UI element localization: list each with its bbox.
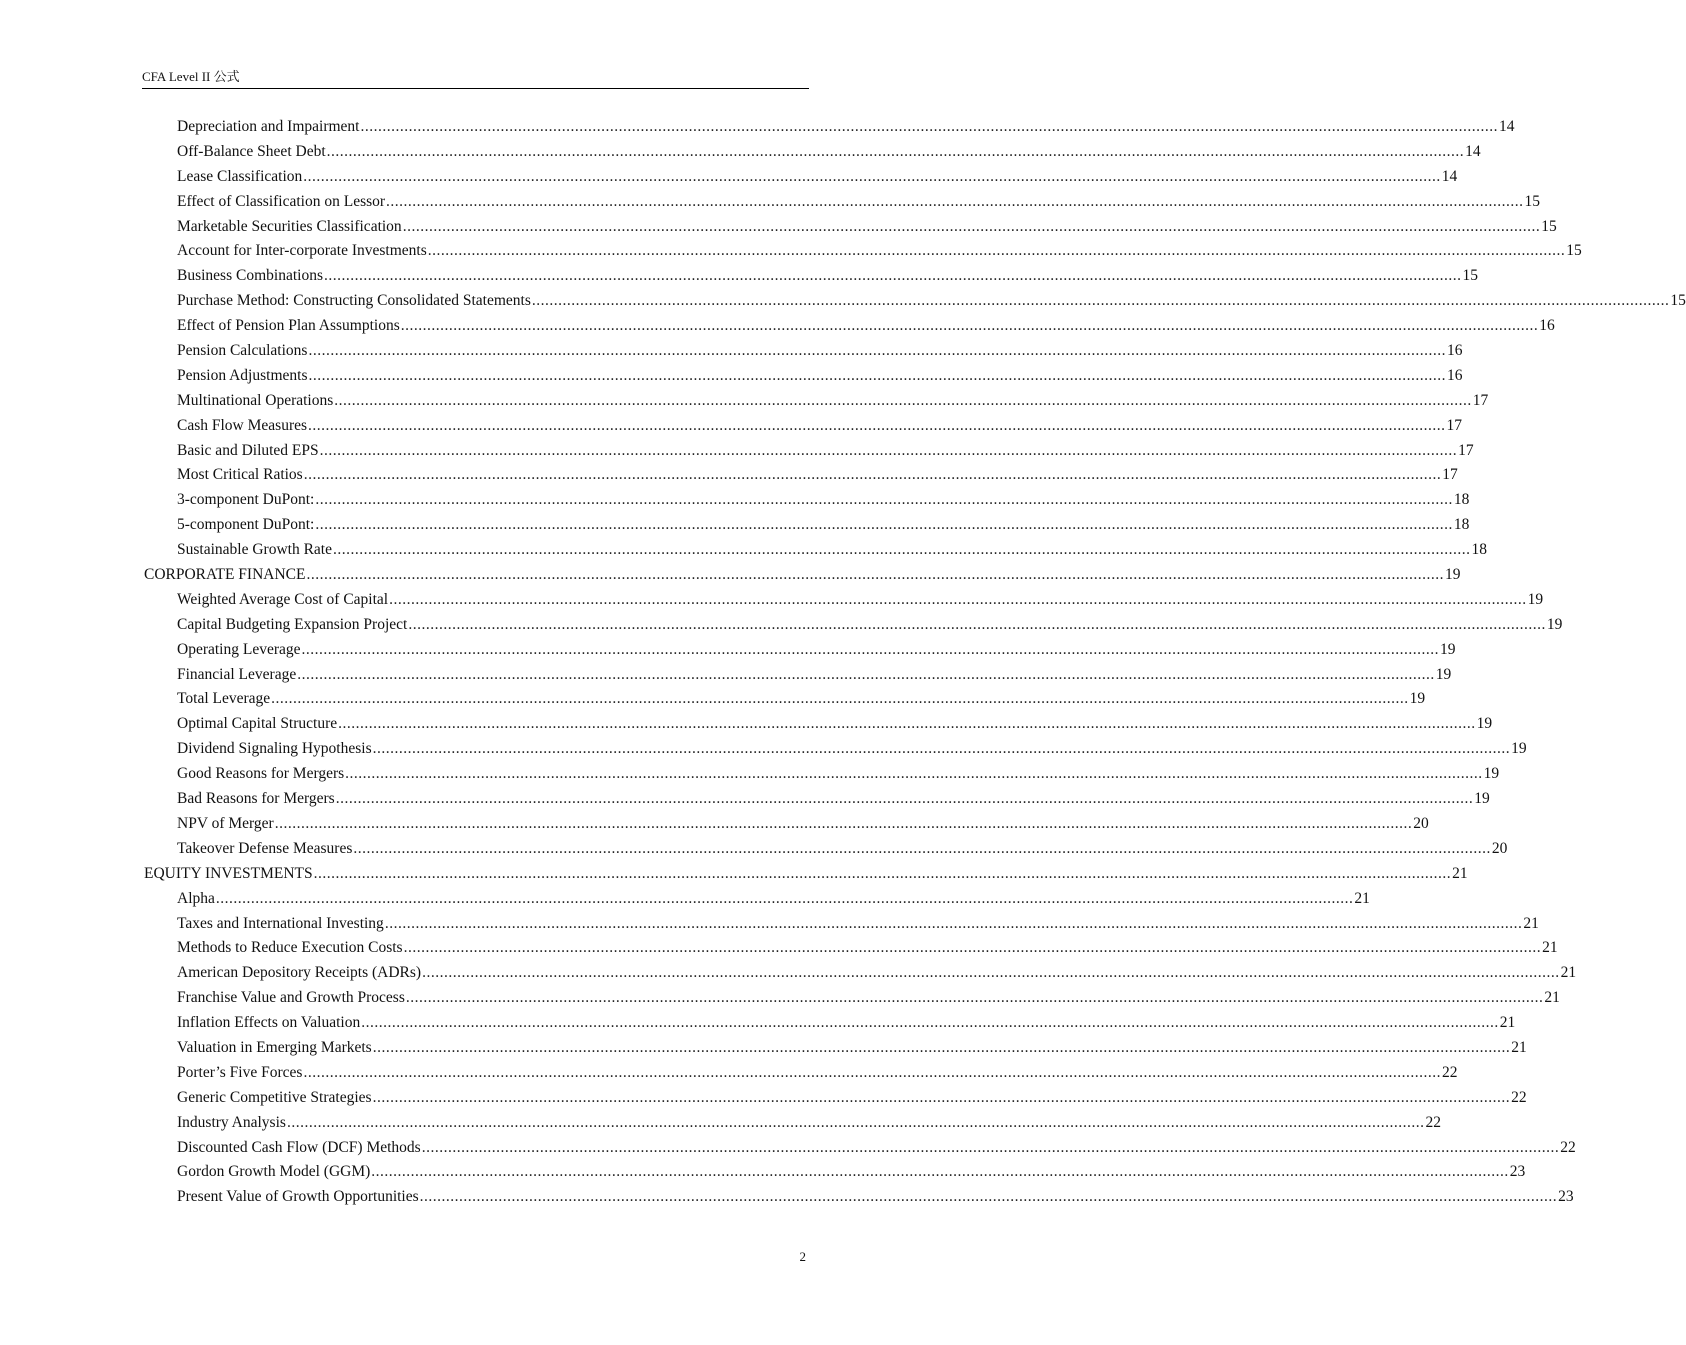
- toc-entry-page: 19: [1444, 566, 1461, 584]
- toc-entry-page: 18: [1453, 491, 1470, 509]
- toc-entry[interactable]: [144, 837, 1508, 862]
- toc-dot-leader: ....................................................................................................................................................................................................................................................................: [389, 590, 1527, 608]
- toc-entry-title: Pension Calculations: [177, 342, 308, 360]
- toc-entry-title: Marketable Securities Classification: [177, 217, 402, 235]
- toc-entry[interactable]: [144, 439, 1474, 464]
- toc-dot-leader: ....................................................................................................................................................................................................................................................................: [386, 192, 1524, 210]
- toc-entry[interactable]: [144, 339, 1463, 364]
- page-number: 2: [799, 1249, 806, 1264]
- toc-entry-page: 22: [1425, 1113, 1441, 1131]
- toc-entry-title: Weighted Average Cost of Capital: [177, 590, 389, 608]
- toc-entry[interactable]: [144, 513, 1470, 538]
- toc-entry-page: 19: [1546, 615, 1563, 633]
- toc-entry[interactable]: [144, 638, 1456, 663]
- toc-entry[interactable]: [144, 787, 1490, 812]
- toc-entry-page: 23: [1509, 1163, 1526, 1181]
- toc-dot-leader: ....................................................................................................................................................................................................................................................................: [402, 217, 1541, 235]
- toc-entry-title: Multinational Operations: [177, 391, 334, 409]
- toc-entry-page: 14: [1465, 142, 1481, 160]
- toc-entry-title: Effect of Pension Plan Assumptions: [177, 317, 400, 335]
- toc-entry-page: 18: [1471, 541, 1487, 559]
- toc-entry[interactable]: [144, 812, 1429, 837]
- toc-dot-leader: ....................................................................................................................................................................................................................................................................: [384, 914, 1523, 932]
- toc-entry-page: 19: [1435, 665, 1452, 683]
- toc-entry-title: Bad Reasons for Mergers: [177, 790, 335, 808]
- toc-entry-title: American Depository Receipts (ADRs): [177, 964, 422, 982]
- toc-dot-leader: ....................................................................................................................................................................................................................................................................: [303, 466, 1442, 484]
- toc-entry-page: 19: [1527, 590, 1544, 608]
- toc-entry-title: NPV of Merger: [177, 814, 274, 832]
- toc-entry-page: 21: [1542, 939, 1558, 957]
- toc-entry-title: EQUITY INVESTMENTS: [144, 864, 313, 882]
- toc-entry-title: Optimal Capital Structure: [177, 715, 338, 733]
- toc-entry-title: Pension Adjustments: [177, 366, 308, 384]
- toc-entry-title: Most Critical Ratios: [177, 466, 303, 484]
- toc-entry-page: 18: [1453, 516, 1470, 534]
- toc-entry-page: 14: [1441, 167, 1458, 185]
- toc-entry-page: 23: [1558, 1188, 1574, 1206]
- toc-dot-leader: ....................................................................................................................................................................................................................................................................: [361, 1014, 1499, 1032]
- toc-dot-leader: ....................................................................................................................................................................................................................................................................: [408, 615, 1546, 633]
- toc-entry[interactable]: [144, 1160, 1526, 1185]
- toc-entry[interactable]: [144, 687, 1426, 712]
- toc-dot-leader: ....................................................................................................................................................................................................................................................................: [422, 964, 1560, 982]
- toc-entry[interactable]: [144, 986, 1560, 1011]
- toc-entry[interactable]: [144, 364, 1463, 389]
- toc-dot-leader: ....................................................................................................................................................................................................................................................................: [308, 416, 1446, 434]
- toc-dot-leader: ....................................................................................................................................................................................................................................................................: [372, 1088, 1511, 1106]
- toc-dot-leader: ....................................................................................................................................................................................................................................................................: [215, 889, 1354, 907]
- toc-entry[interactable]: [144, 314, 1555, 339]
- toc-entry-page: 15: [1566, 242, 1582, 260]
- toc-dot-leader: ....................................................................................................................................................................................................................................................................: [308, 342, 1446, 360]
- toc-dot-leader: ....................................................................................................................................................................................................................................................................: [315, 516, 1453, 534]
- toc-entry[interactable]: [144, 115, 1515, 140]
- toc-entry[interactable]: [144, 140, 1481, 165]
- toc-entry-page: 15: [1524, 192, 1541, 210]
- toc-dot-leader: ....................................................................................................................................................................................................................................................................: [274, 814, 1413, 832]
- toc-entry-title: 3-component DuPont:: [177, 491, 315, 509]
- toc-entry[interactable]: [144, 239, 1582, 264]
- toc-dot-leader: ....................................................................................................................................................................................................................................................................: [345, 765, 1483, 783]
- toc-entry-title: Capital Budgeting Expansion Project: [177, 615, 408, 633]
- toc-entry-page: 21: [1544, 989, 1560, 1007]
- toc-entry[interactable]: [144, 264, 1478, 289]
- toc-entry-page: 15: [1670, 292, 1686, 310]
- toc-dot-leader: ....................................................................................................................................................................................................................................................................: [286, 1113, 1425, 1131]
- toc-dot-leader: ....................................................................................................................................................................................................................................................................: [303, 167, 1441, 185]
- toc-dot-leader: ....................................................................................................................................................................................................................................................................: [323, 267, 1462, 285]
- toc-dot-leader: ....................................................................................................................................................................................................................................................................: [308, 366, 1446, 384]
- toc-dot-leader: ....................................................................................................................................................................................................................................................................: [303, 1063, 1441, 1081]
- toc-entry-title: Takeover Defense Measures: [177, 839, 353, 857]
- toc-dot-leader: ....................................................................................................................................................................................................................................................................: [360, 118, 1498, 135]
- toc-entry-page: 15: [1462, 267, 1478, 285]
- toc-entry-page: 21: [1523, 914, 1539, 932]
- toc-dot-leader: ....................................................................................................................................................................................................................................................................: [419, 1188, 1558, 1206]
- toc-entry-page: 20: [1491, 839, 1508, 857]
- toc-entry[interactable]: [144, 762, 1500, 787]
- toc-entry-page: 19: [1440, 640, 1456, 658]
- toc-entry-page: 16: [1446, 366, 1463, 384]
- toc-entry[interactable]: [144, 588, 1544, 613]
- toc-entry-title: Total Leverage: [177, 690, 271, 708]
- toc-entry-title: Generic Competitive Strategies: [177, 1088, 372, 1106]
- toc-entry-title: Alpha: [177, 889, 215, 907]
- toc-dot-leader: ....................................................................................................................................................................................................................................................................: [301, 640, 1440, 658]
- toc-dot-leader: ....................................................................................................................................................................................................................................................................: [306, 566, 1444, 584]
- toc-entry-page: 21: [1511, 1038, 1527, 1056]
- toc-entry-title: Operating Leverage: [177, 640, 301, 658]
- toc-entry[interactable]: [144, 613, 1563, 638]
- toc-entry[interactable]: [144, 1036, 1527, 1061]
- toc-entry[interactable]: [144, 663, 1452, 688]
- toc-entry-page: 21: [1452, 864, 1468, 882]
- toc-entry-page: 19: [1474, 790, 1490, 808]
- page-header: [142, 66, 809, 89]
- toc-entry-title: Effect of Classification on Lessor: [177, 192, 386, 210]
- toc-entry-page: 17: [1472, 391, 1489, 409]
- toc-entry-title: Gordon Growth Model (GGM): [177, 1163, 371, 1181]
- toc-entry[interactable]: [144, 414, 1463, 439]
- toc-entry-page: 17: [1458, 441, 1474, 459]
- toc-entry-title: Methods to Reduce Execution Costs: [177, 939, 403, 957]
- toc-entry[interactable]: [144, 488, 1470, 513]
- toc-entry-title: Discounted Cash Flow (DCF) Methods: [177, 1138, 421, 1156]
- toc-dot-leader: ....................................................................................................................................................................................................................................................................: [313, 864, 1452, 882]
- toc-entry-page: 19: [1483, 765, 1500, 783]
- toc-entry-title: Industry Analysis: [177, 1113, 286, 1131]
- toc-entry-page: 21: [1354, 889, 1370, 907]
- toc-entry[interactable]: [144, 961, 1577, 986]
- toc-entry[interactable]: [144, 912, 1539, 937]
- toc-entry[interactable]: [144, 538, 1487, 563]
- header-title: CFA Level II 公式: [142, 69, 240, 84]
- toc-entry[interactable]: [144, 737, 1527, 762]
- toc-section-entry[interactable]: [144, 862, 1468, 887]
- toc-entry[interactable]: [144, 1011, 1516, 1036]
- toc-entry-page: 20: [1413, 814, 1429, 832]
- toc-dot-leader: ....................................................................................................................................................................................................................................................................: [400, 317, 1539, 335]
- toc-entry[interactable]: [144, 1136, 1576, 1161]
- toc-entry-title: Taxes and International Investing: [177, 914, 384, 932]
- toc-entry-title: Basic and Diluted EPS: [177, 441, 319, 459]
- toc-dot-leader: ....................................................................................................................................................................................................................................................................: [315, 491, 1453, 509]
- toc-entry[interactable]: [144, 887, 1370, 912]
- toc-entry[interactable]: [144, 1185, 1574, 1210]
- toc-entry-page: 17: [1446, 416, 1463, 434]
- toc-dot-leader: ....................................................................................................................................................................................................................................................................: [421, 1138, 1560, 1156]
- toc-entry-title: Sustainable Growth Rate: [177, 541, 332, 559]
- toc-entry[interactable]: [144, 1086, 1527, 1111]
- toc-dot-leader: ....................................................................................................................................................................................................................................................................: [372, 1038, 1511, 1056]
- toc-dot-leader: ....................................................................................................................................................................................................................................................................: [403, 939, 1542, 957]
- toc-dot-leader: ....................................................................................................................................................................................................................................................................: [531, 292, 1670, 310]
- toc-entry[interactable]: [144, 190, 1541, 215]
- toc-entry-title: Dividend Signaling Hypothesis: [177, 740, 372, 758]
- toc-entry-page: 17: [1442, 466, 1458, 484]
- toc-entry-page: 14: [1498, 118, 1515, 135]
- toc-entry-page: 16: [1446, 342, 1463, 360]
- toc-dot-leader: ....................................................................................................................................................................................................................................................................: [319, 441, 1458, 459]
- toc-dot-leader: ....................................................................................................................................................................................................................................................................: [405, 989, 1544, 1007]
- toc-entry-title: Financial Leverage: [177, 665, 297, 683]
- toc-entry-page: 19: [1511, 740, 1527, 758]
- toc-entry-title: Cash Flow Measures: [177, 416, 308, 434]
- toc-entry[interactable]: [144, 463, 1458, 488]
- toc-dot-leader: ....................................................................................................................................................................................................................................................................: [271, 690, 1409, 708]
- toc-entry-page: 22: [1511, 1088, 1527, 1106]
- toc-section-entry[interactable]: [144, 563, 1461, 588]
- toc-entry-page: 19: [1476, 715, 1493, 733]
- toc-entry-title: 5-component DuPont:: [177, 516, 315, 534]
- toc-dot-leader: ....................................................................................................................................................................................................................................................................: [335, 790, 1474, 808]
- toc-dot-leader: ....................................................................................................................................................................................................................................................................: [372, 740, 1511, 758]
- toc-dot-leader: ....................................................................................................................................................................................................................................................................: [353, 839, 1491, 857]
- toc-entry-page: 21: [1560, 964, 1577, 982]
- toc-dot-leader: ....................................................................................................................................................................................................................................................................: [334, 391, 1472, 409]
- toc-entry-title: Off-Balance Sheet Debt: [177, 142, 326, 160]
- toc-entry[interactable]: [144, 1061, 1458, 1086]
- toc-entry-title: Lease Classification: [177, 167, 303, 185]
- toc-entry-page: 19: [1409, 690, 1426, 708]
- toc-dot-leader: ....................................................................................................................................................................................................................................................................: [338, 715, 1476, 733]
- toc-entry-title: Good Reasons for Mergers: [177, 765, 345, 783]
- toc-entry-title: Inflation Effects on Valuation: [177, 1014, 361, 1032]
- toc-entry[interactable]: [144, 215, 1557, 240]
- toc-entry[interactable]: [144, 1111, 1441, 1136]
- toc-entry-title: Account for Inter-corporate Investments: [177, 242, 427, 260]
- toc-entry-title: Purchase Method: Constructing Consolidated Statements: [177, 292, 531, 310]
- toc-entry[interactable]: [144, 936, 1558, 961]
- toc-entry-page: 22: [1441, 1063, 1458, 1081]
- toc-dot-leader: ....................................................................................................................................................................................................................................................................: [332, 541, 1471, 559]
- toc-entry-title: Present Value of Growth Opportunities: [177, 1188, 419, 1206]
- toc-entry-title: Depreciation and Impairment: [177, 118, 360, 135]
- toc-entry-title: Porter’s Five Forces: [177, 1063, 303, 1081]
- toc-entry-page: 16: [1539, 317, 1555, 335]
- toc-entry[interactable]: [144, 712, 1493, 737]
- toc-dot-leader: ....................................................................................................................................................................................................................................................................: [371, 1163, 1509, 1181]
- toc-entry-page: 22: [1560, 1138, 1576, 1156]
- toc-entry[interactable]: [144, 289, 1686, 314]
- toc-dot-leader: ....................................................................................................................................................................................................................................................................: [297, 665, 1435, 683]
- toc-entry-title: Business Combinations: [177, 267, 323, 285]
- toc-entry-page: 21: [1499, 1014, 1516, 1032]
- toc-dot-leader: ....................................................................................................................................................................................................................................................................: [326, 142, 1465, 160]
- toc-entry-title: Franchise Value and Growth Process: [177, 989, 405, 1007]
- toc-entry-title: Valuation in Emerging Markets: [177, 1038, 372, 1056]
- toc-entry-page: 15: [1541, 217, 1557, 235]
- toc-entry[interactable]: [144, 389, 1489, 414]
- toc-entry[interactable]: [144, 165, 1458, 190]
- toc-entry-title: CORPORATE FINANCE: [144, 566, 306, 584]
- table-of-contents: [144, 115, 1686, 1210]
- toc-dot-leader: ....................................................................................................................................................................................................................................................................: [427, 242, 1566, 260]
